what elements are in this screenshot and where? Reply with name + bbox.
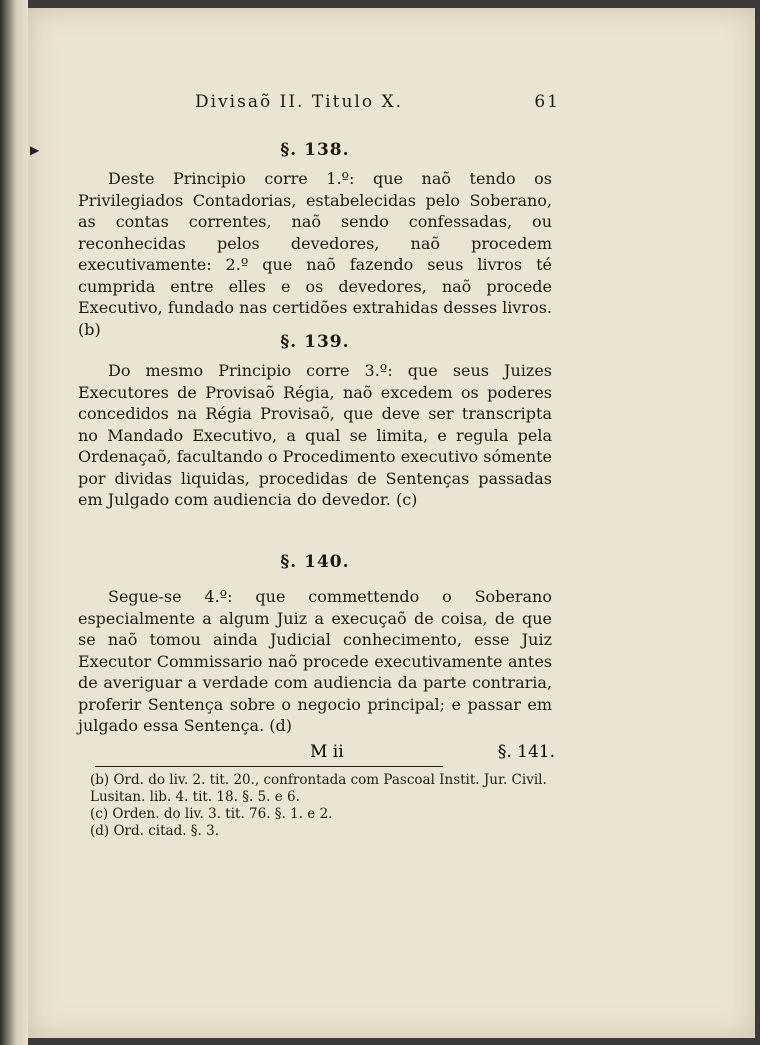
catchword: §. 141. — [497, 742, 555, 762]
footnote-d: (d) Ord. citad. §. 3. — [90, 823, 220, 839]
running-head — [195, 92, 560, 112]
section-heading: §. 138. — [280, 140, 350, 160]
footnote-b: (b) Ord. do liv. 2. tit. 20., confrontada com Pascoal Instit. Jur. Civil. Lusitan. lib. 4. tit. 18. §. 5. e 6. — [90, 772, 547, 805]
section-heading: §. 139. — [280, 332, 350, 352]
page-number: 61 — [534, 92, 560, 112]
section-paragraph: Deste Principio corre 1.º: que naõ tendo os Privilegiados Contadorias, estabelecidas pelo Soberano, as contas correntes, naõ sendo confessadas, ou reconhecidas pelos devedores, naõ procedem executivamente: 2.º que naõ fazendo seus livros té cumprida entre elles e os devedores, naõ procede Executivo, fundado nas certidões extrahidas desses livros. (b) — [78, 169, 552, 339]
left-page-edge — [0, 0, 28, 1045]
footnote-rule — [95, 766, 443, 767]
section-paragraph: Do mesmo Principio corre 3.º: que seus Juizes Executores de Provisaõ Régia, naõ excedem os poderes concedidos na Régia Provisaõ, que deve ser transcripta no Mandado Executivo, a qual se limita, e regula pela Ordenaçaõ, facultando o Procedimento executivo sómente por dividas liquidas, procedidas de Sentenças passadas em Julgado com audiencia do devedor. (c) — [78, 361, 552, 509]
section-paragraph: Segue-se 4.º: que commettendo o Soberano especialmente a algum Juiz a execuçaõ de coisa, de que se naõ tomou ainda Judicial conhecimento, esse Juiz Executor Commissario naõ procede executivamente antes de averiguar a verdade com audiencia da parte contraria, proferir Sentença sobre o negocio principal; e passar em julgado essa Sentença. (d) — [78, 587, 552, 735]
running-title: Divisaõ II. Titulo X. — [195, 92, 403, 112]
section-138 — [78, 140, 552, 340]
signature-row — [95, 742, 555, 770]
section-heading: §. 140. — [280, 552, 350, 572]
footnote-c: (c) Orden. do liv. 3. tit. 76. §. 1. e 2. — [90, 806, 333, 822]
section-140 — [78, 552, 552, 737]
signature-mark: M ii — [310, 742, 344, 762]
margin-mark: ▶ — [30, 143, 40, 157]
section-139 — [78, 332, 552, 511]
footnotes — [90, 772, 560, 840]
